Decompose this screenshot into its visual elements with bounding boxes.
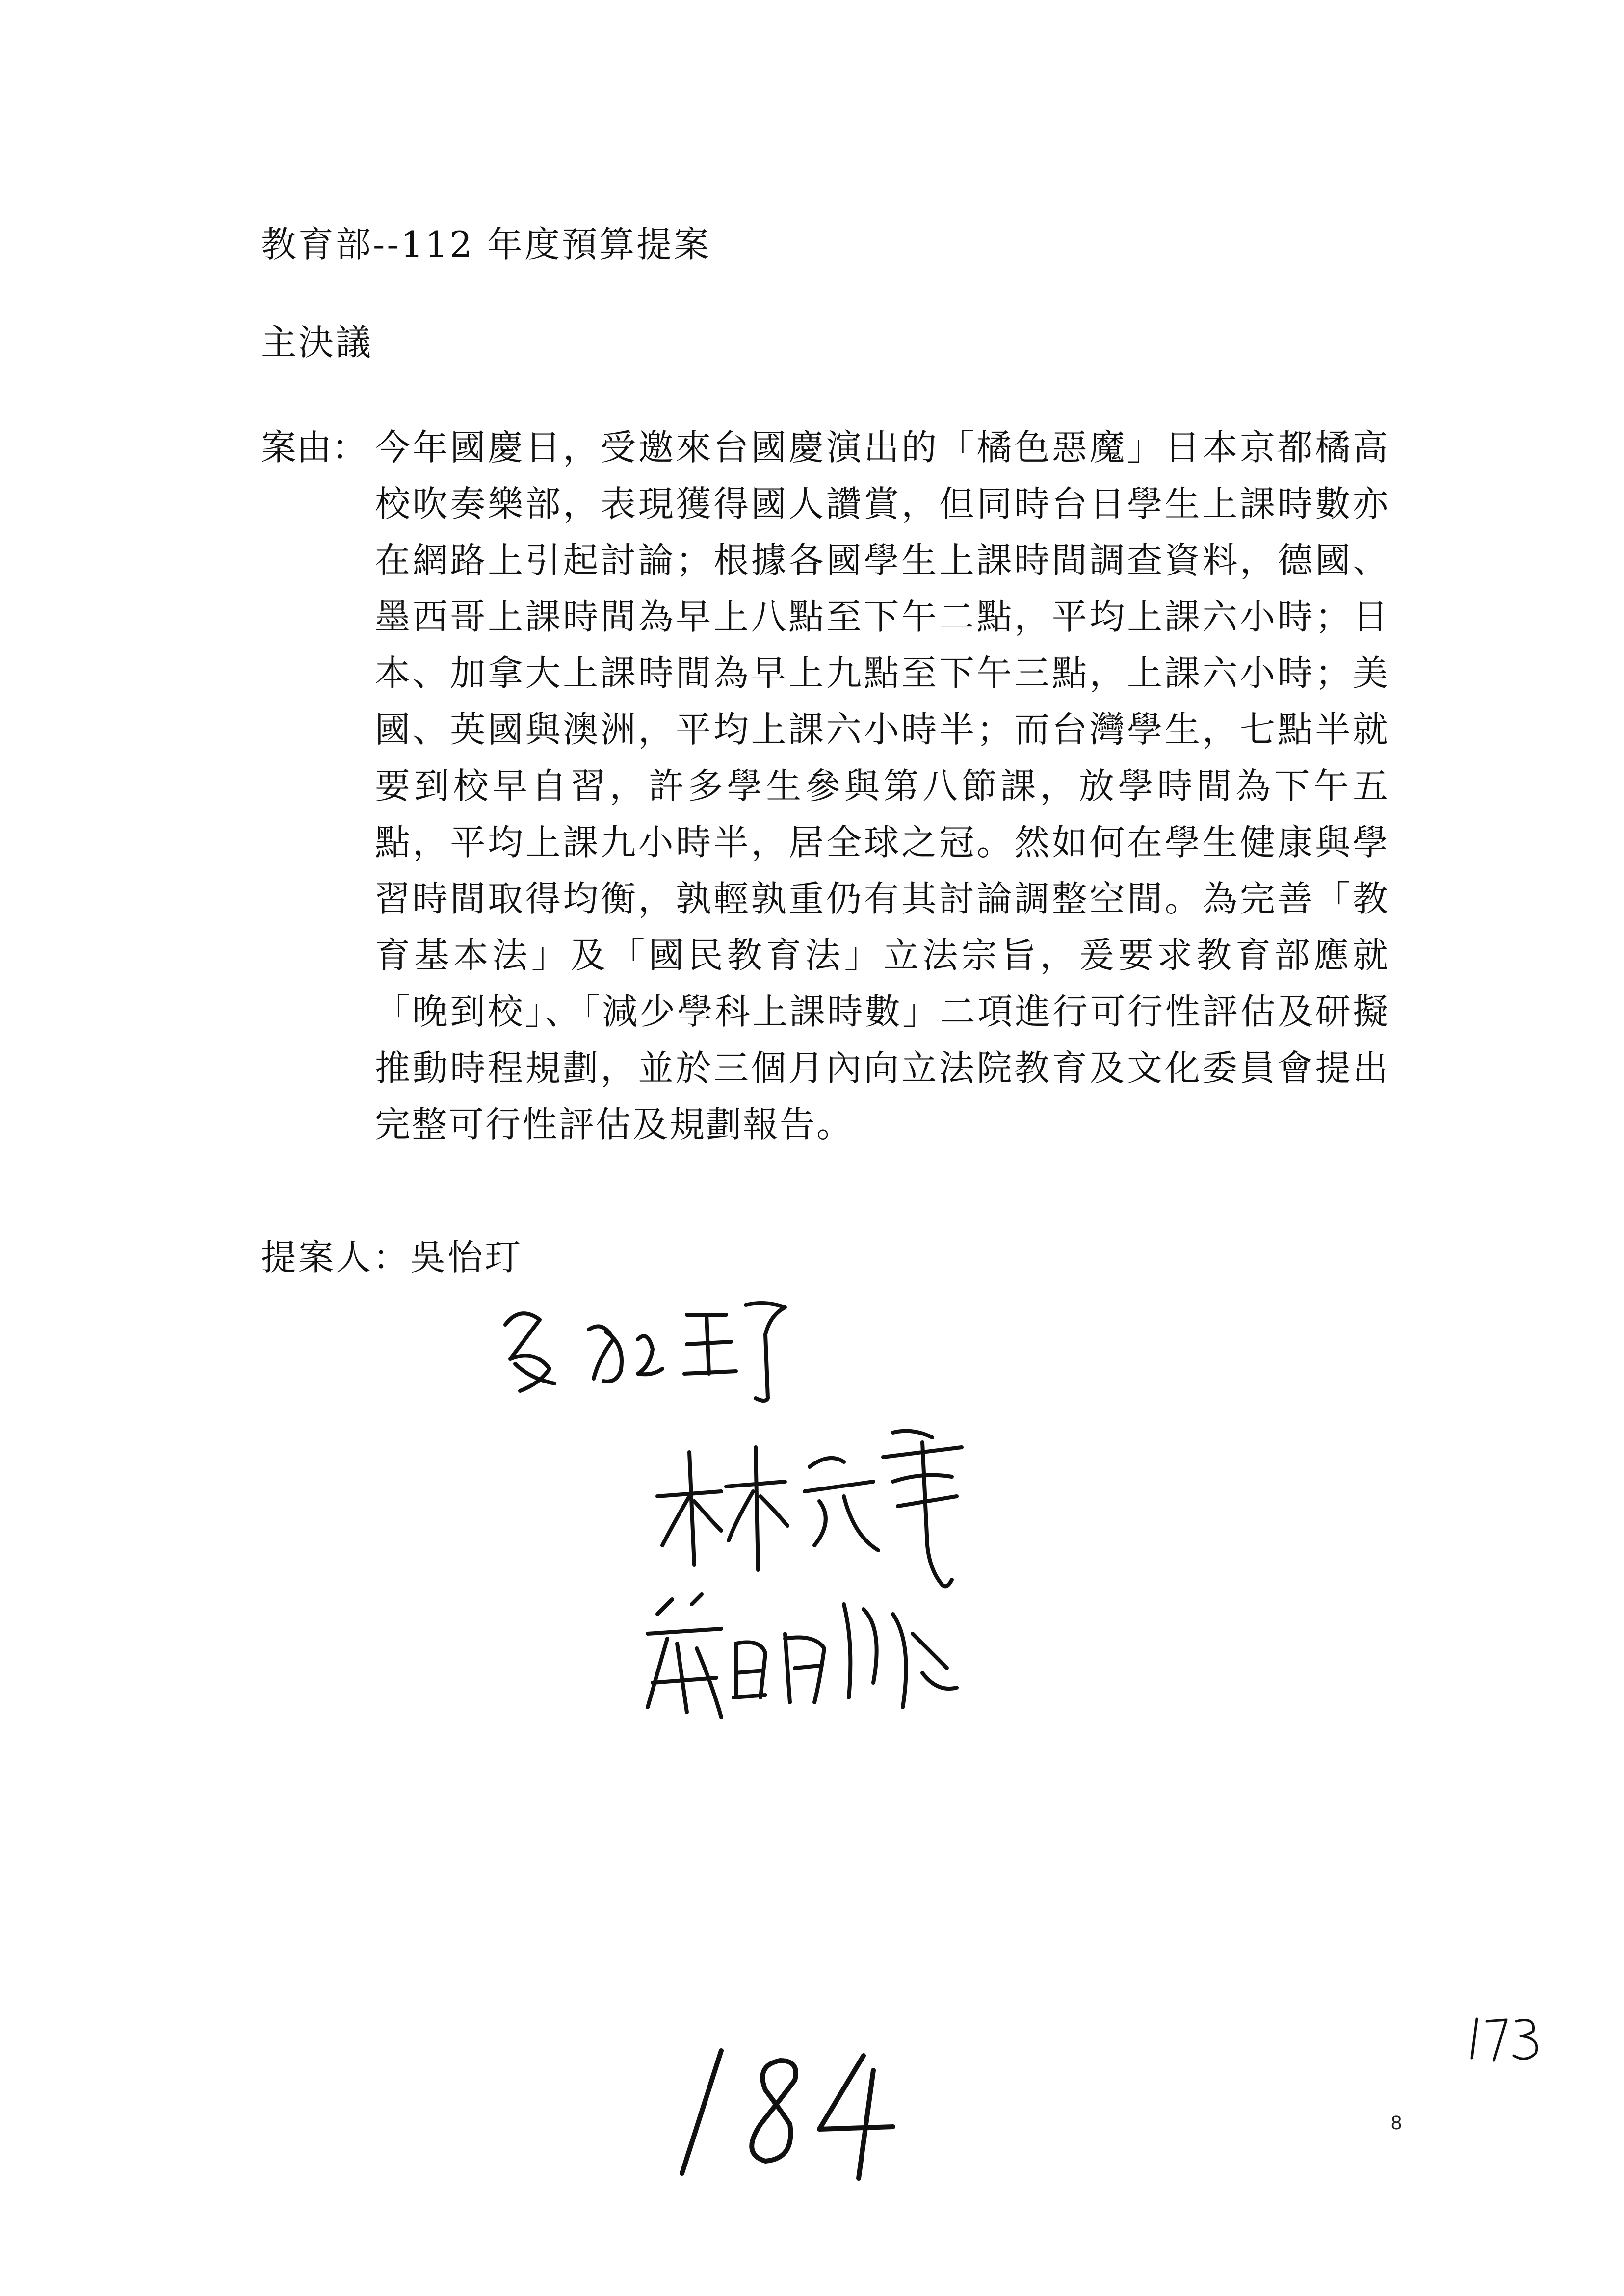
- signature-cheng-icon: [638, 1585, 962, 1732]
- handwritten-184-strokes-icon: [667, 2031, 903, 2188]
- handwritten-number-large: [667, 2031, 903, 2188]
- case-section: [261, 419, 1389, 1153]
- page-number: 8: [1391, 2112, 1402, 2134]
- handwritten-number-small: [1467, 2009, 1550, 2063]
- proposer-line: 提案人：吳怡玎: [261, 1237, 523, 1278]
- resolution-heading: 主決議: [261, 322, 373, 363]
- handwritten-173-strokes-icon: [1467, 2009, 1550, 2063]
- signature-lin-icon: [648, 1423, 1001, 1590]
- signature-wu-icon: [491, 1285, 824, 1403]
- case-text: 今年國慶日，受邀來台國慶演出的「橘色惡魔」日本京都橘高校吹奏樂部，表現獲得國人讚賞，但同時台日學生上課時數亦在網路上引起討論；根據各國學生上課時間調查資料，德國、墨西哥上課時間為早上八點至下午二點，平均上課六小時；日本、加拿大上課時間為早上九點至下午三點，上課六小時；美國、英國與澳洲，平均上課六小時半；而台灣學生，七點半就要到校早自習，許多學生參與第八節課，放學時間為下午五點，平均上課九小時半，居全球之冠。然如何在學生健康與學習時間取得均衡，孰輕孰重仍有其討論調整空間。為完善「教育基本法」及「國民教育法」立法宗旨，爰要求教育部應就「晚到校」、「減少學科上課時數」二項進行可行性評估及研擬推動時程規劃，並於三個月內向立法院教育及文化委員會提出完整可行性評估及規劃報告。: [375, 427, 1389, 1145]
- case-label: 案由：: [261, 427, 367, 468]
- document-title: 教育部--112 年度預算提案: [261, 224, 711, 265]
